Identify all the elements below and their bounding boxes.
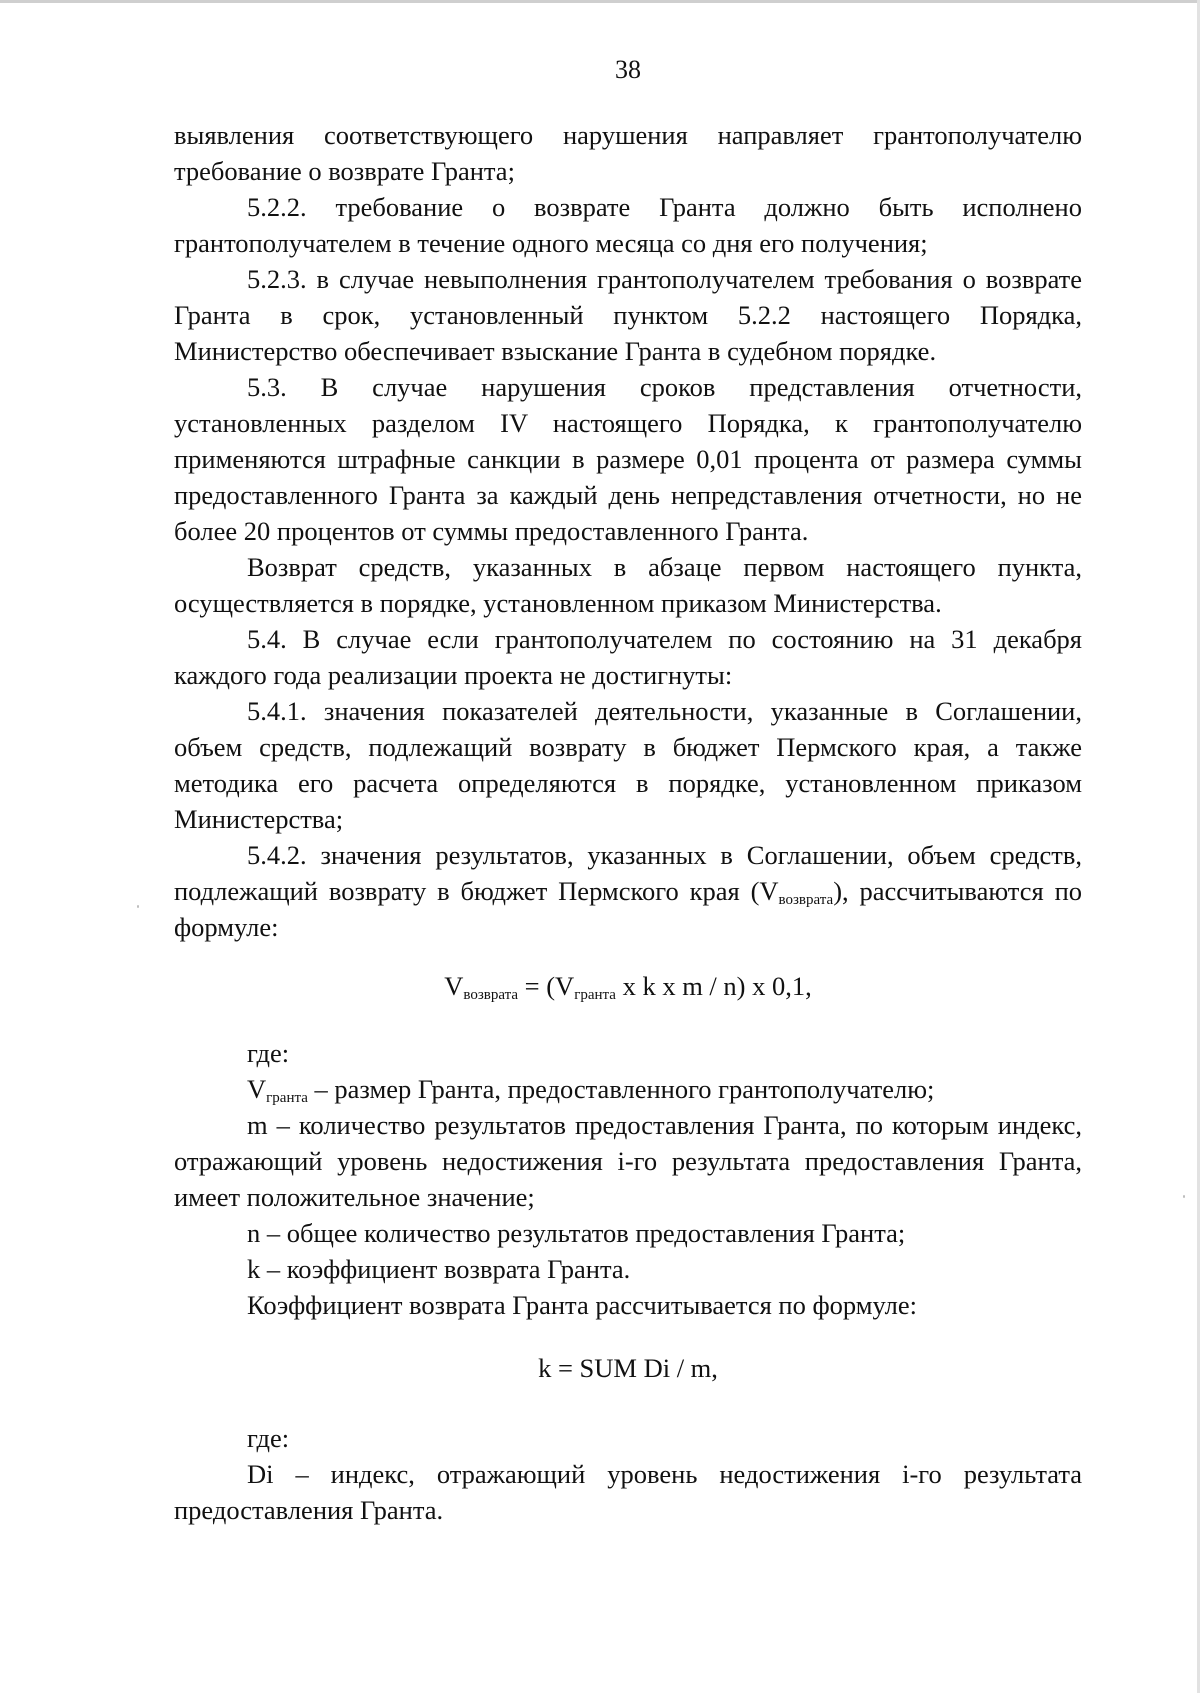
paragraph-5-2-3: 5.2.3. в случае невыполнения грантополучателем требования о возврате Гранта в срок, установленный пунктом 5.2.2 настоящего Порядка, Министерство обеспечивает взыскание Гранта в судебном порядке. — [174, 264, 1082, 366]
page-edge-top — [0, 0, 1200, 3]
paragraph-5-4: 5.4. В случае если грантополучателем по состоянию на 31 декабря каждого года реализации проекта не достигнуты: — [174, 624, 1082, 690]
where-label-1: где: — [247, 1038, 290, 1068]
formula1-v-sub: возврата — [463, 987, 519, 1003]
where-label-2: где: — [247, 1423, 290, 1453]
paragraph-continuation: выявления соответствующего нарушения направляет грантополучателю требование о возврате Гранта; — [174, 120, 1082, 186]
paragraph-5-2-2: 5.2.2. требование о возврате Гранта должно быть исполнено грантополучателем в течение одного месяца со дня его получения; — [174, 192, 1082, 258]
paragraph-5-3: 5.3. В случае нарушения сроков представления отчетности, установленных разделом IV настоящего Порядка, к грантополучателю применяются штрафные санкции в размере 0,01 процента от размера суммы предоставленного Гранта за каждый день непредставления отчетности, но не более 20 процентов от суммы предоставленного Гранта. — [174, 372, 1082, 546]
p542-subscript: возврата — [778, 892, 834, 908]
definition-n: n – общее количество результатов предоставления Гранта; — [247, 1218, 906, 1248]
scan-speck — [1183, 1195, 1185, 1198]
def-v-letter: V — [247, 1074, 267, 1104]
formula1-eq: = (V — [518, 971, 575, 1001]
definition-k: k – коэффициент возврата Гранта. — [247, 1254, 631, 1284]
scan-speck — [137, 905, 139, 908]
paragraph-5-4-1: 5.4.1. значения показателей деятельности, указанные в Соглашении, объем средств, подлежащий возврату в бюджет Пермского края, а также методика его расчета определяются в порядке, установленном приказом Министерства; — [174, 696, 1082, 834]
formula1-g-sub: гранта — [574, 987, 616, 1003]
k-intro: Коэффициент возврата Гранта рассчитывается по формуле: — [247, 1290, 917, 1320]
p542-after: ), рассчитываются по формуле: — [174, 876, 1082, 942]
definition-m: m – количество результатов предоставления Гранта, по которым индекс, отражающий уровень недостижения i-го результата предоставления Гранта, имеет положительное значение; — [174, 1110, 1082, 1212]
paragraph-5-4-2 — [174, 837, 1082, 945]
document-body — [174, 117, 1082, 1528]
formula-v-return — [174, 968, 1082, 1004]
def-v-sub: гранта — [266, 1090, 308, 1106]
p542-before: 5.4.2. значения результатов, указанных в Соглашении, объем средств, подлежащий возврату в бюджет Пермского края (V — [174, 840, 1082, 906]
paragraph-refund-order: Возврат средств, указанных в абзаце первом настоящего пункта, осуществляется в порядке, установленном приказом Министерства. — [174, 552, 1082, 618]
formula1-v: V — [444, 971, 464, 1001]
definition-v-grant — [174, 1071, 1082, 1107]
definition-di: Di – индекс, отражающий уровень недостижения i-го результата предоставления Гранта. — [174, 1459, 1082, 1525]
formula1-rest: x k x m / n) x 0,1, — [615, 971, 812, 1001]
page-number: 38 — [615, 55, 641, 84]
formula-k: k = SUM Di / m, — [538, 1353, 718, 1383]
def-v-text: – размер Гранта, предоставленного грантополучателю; — [307, 1074, 935, 1104]
